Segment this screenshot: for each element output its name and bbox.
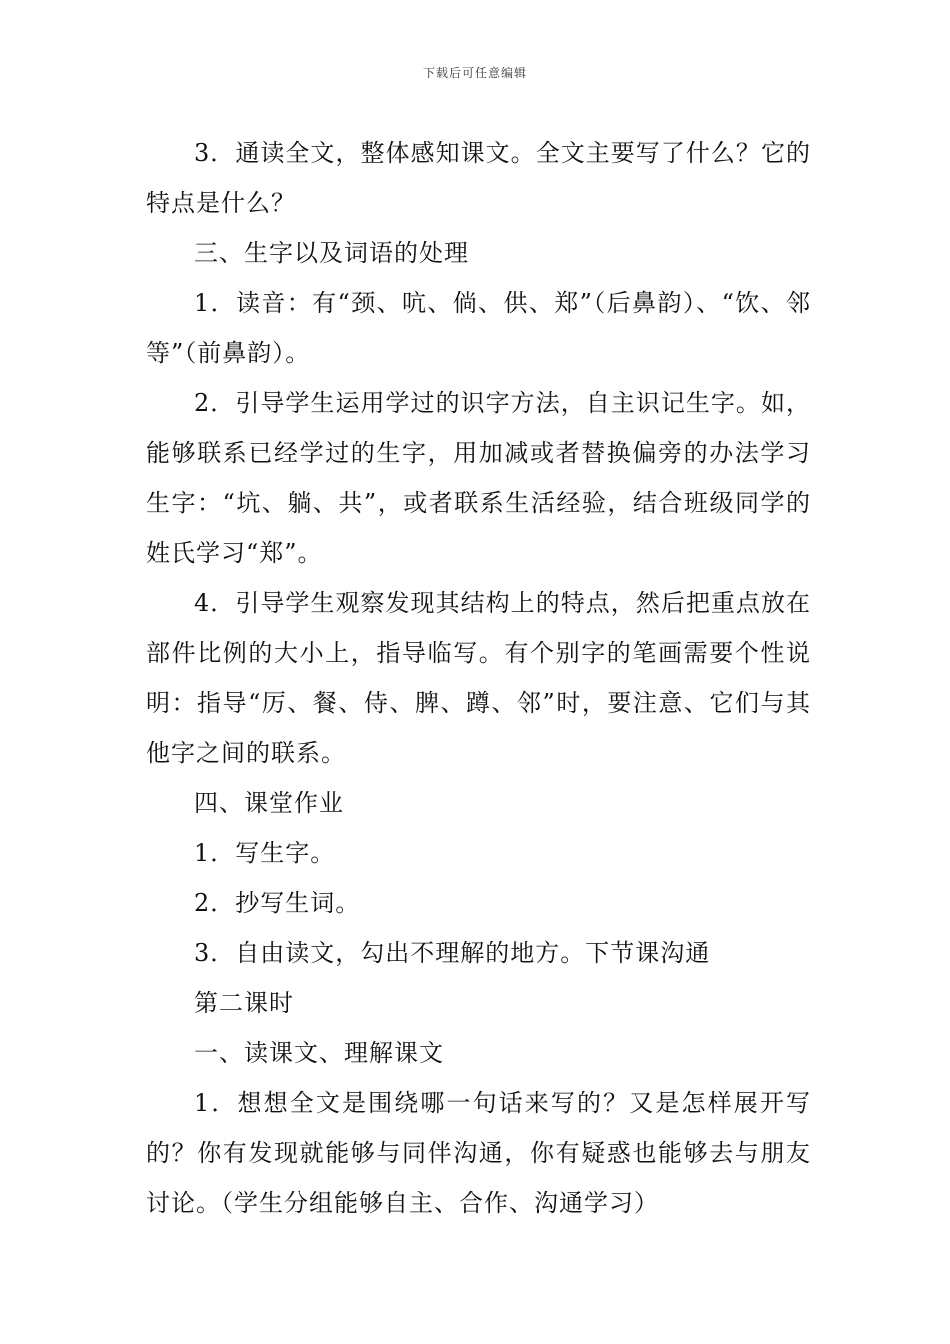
list-item-write-characters: 1．写生字。 — [194, 839, 336, 867]
page-header-note: 下载后可任意编辑 — [422, 66, 527, 80]
list-item-copy-words: 2．抄写生词。 — [194, 889, 361, 917]
section-heading-classwork: 四、课堂作业 — [194, 789, 344, 817]
paragraph-pronunciation: 1．读音：有“颈、吭、倘、供、郑”（后鼻韵）、“饮、邻等”（前鼻韵）。 — [146, 289, 811, 367]
section-heading-second-lesson: 第二课时 — [194, 989, 294, 1017]
document-body — [146, 128, 811, 1228]
paragraph-character-recognition: 2．引导学生运用学过的识字方法，自主识记生字。如，能够联系已经学过的生字，用加减或者替换偏旁的办法学习生字：“坑、躺、共”，或者联系生活经验，结合班级同学的姓氏学习“郑”。 — [146, 389, 811, 567]
list-item-free-reading: 3．自由读文，勾出不理解的地方。下节课沟通 — [194, 939, 711, 967]
paragraph-read-through: 3．通读全文，整体感知课文。全文主要写了什么？它的特点是什么？ — [146, 139, 811, 217]
section-heading-read-understand: 一、读课文、理解课文 — [194, 1039, 444, 1067]
paragraph-writing-guidance: 4．引导学生观察发现其结构上的特点，然后把重点放在部件比例的大小上，指导临写。有个别字的笔画需要个性说明：指导“厉、餐、侍、脾、蹲、邻”时，要注意、它们与其他字之间的联系。 — [146, 589, 811, 767]
paragraph-discussion: 1．想想全文是围绕哪一句话来写的？又是怎样展开写的？你有发现就能够与同伴沟通，你有疑惑也能够去与朋友讨论。（学生分组能够自主、合作、沟通学习） — [146, 1089, 811, 1217]
section-heading-new-characters: 三、生字以及词语的处理 — [194, 239, 469, 267]
